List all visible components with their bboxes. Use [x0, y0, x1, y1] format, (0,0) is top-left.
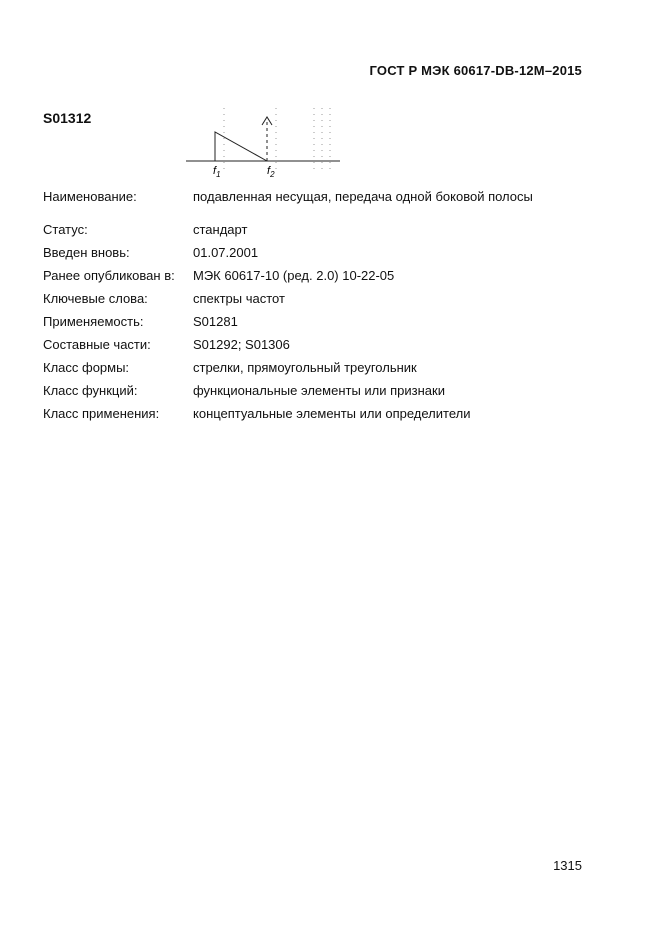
field-value: МЭК 60617-10 (ред. 2.0) 10-22-05: [193, 268, 395, 283]
field-name: [43, 188, 603, 206]
sideband-triangle: [215, 132, 267, 161]
field-components: [43, 336, 603, 354]
field-status: [43, 221, 603, 239]
field-value: функциональные элементы или признаки: [193, 383, 445, 398]
field-label: Статус:: [43, 222, 88, 237]
field-label: Составные части:: [43, 337, 151, 352]
field-shape-class: [43, 359, 603, 377]
field-label: Класс применения:: [43, 406, 160, 421]
field-label: Класс функций:: [43, 383, 138, 398]
field-label: Наименование:: [43, 189, 137, 204]
field-function-class: [43, 382, 603, 400]
field-value: S01292; S01306: [193, 337, 290, 352]
field-keywords: [43, 290, 603, 308]
field-value: концептуальные элементы или определители: [193, 406, 471, 421]
label-f1: $f_1$: [213, 165, 221, 179]
field-label: Введен вновь:: [43, 245, 130, 260]
grid-guides: [224, 108, 330, 172]
field-applicability: [43, 313, 603, 331]
field-value: стрелки, прямоугольный треугольник: [193, 360, 417, 375]
field-value: подавленная несущая, передача одной боковой полосы: [193, 189, 533, 204]
field-application-class: [43, 405, 603, 423]
spectrum-symbol-graphic: [186, 106, 346, 180]
field-label: Применяемость:: [43, 314, 144, 329]
symbol-code: S01312: [43, 110, 92, 126]
field-value: спектры частот: [193, 291, 285, 306]
field-value: 01.07.2001: [193, 245, 259, 260]
page-number: 1315: [553, 858, 582, 873]
field-value: стандарт: [193, 222, 248, 237]
standard-header: ГОСТ Р МЭК 60617-DB-12М–2015: [369, 63, 582, 78]
spectrum-symbol-svg: [186, 106, 346, 180]
field-label: Ключевые слова:: [43, 291, 148, 306]
field-label: Класс формы:: [43, 360, 130, 375]
field-published-in: [43, 267, 603, 285]
field-value: S01281: [193, 314, 238, 329]
field-introduced: [43, 244, 603, 262]
field-label: Ранее опубликован в:: [43, 268, 175, 283]
label-f2: $f_2$: [267, 165, 275, 179]
